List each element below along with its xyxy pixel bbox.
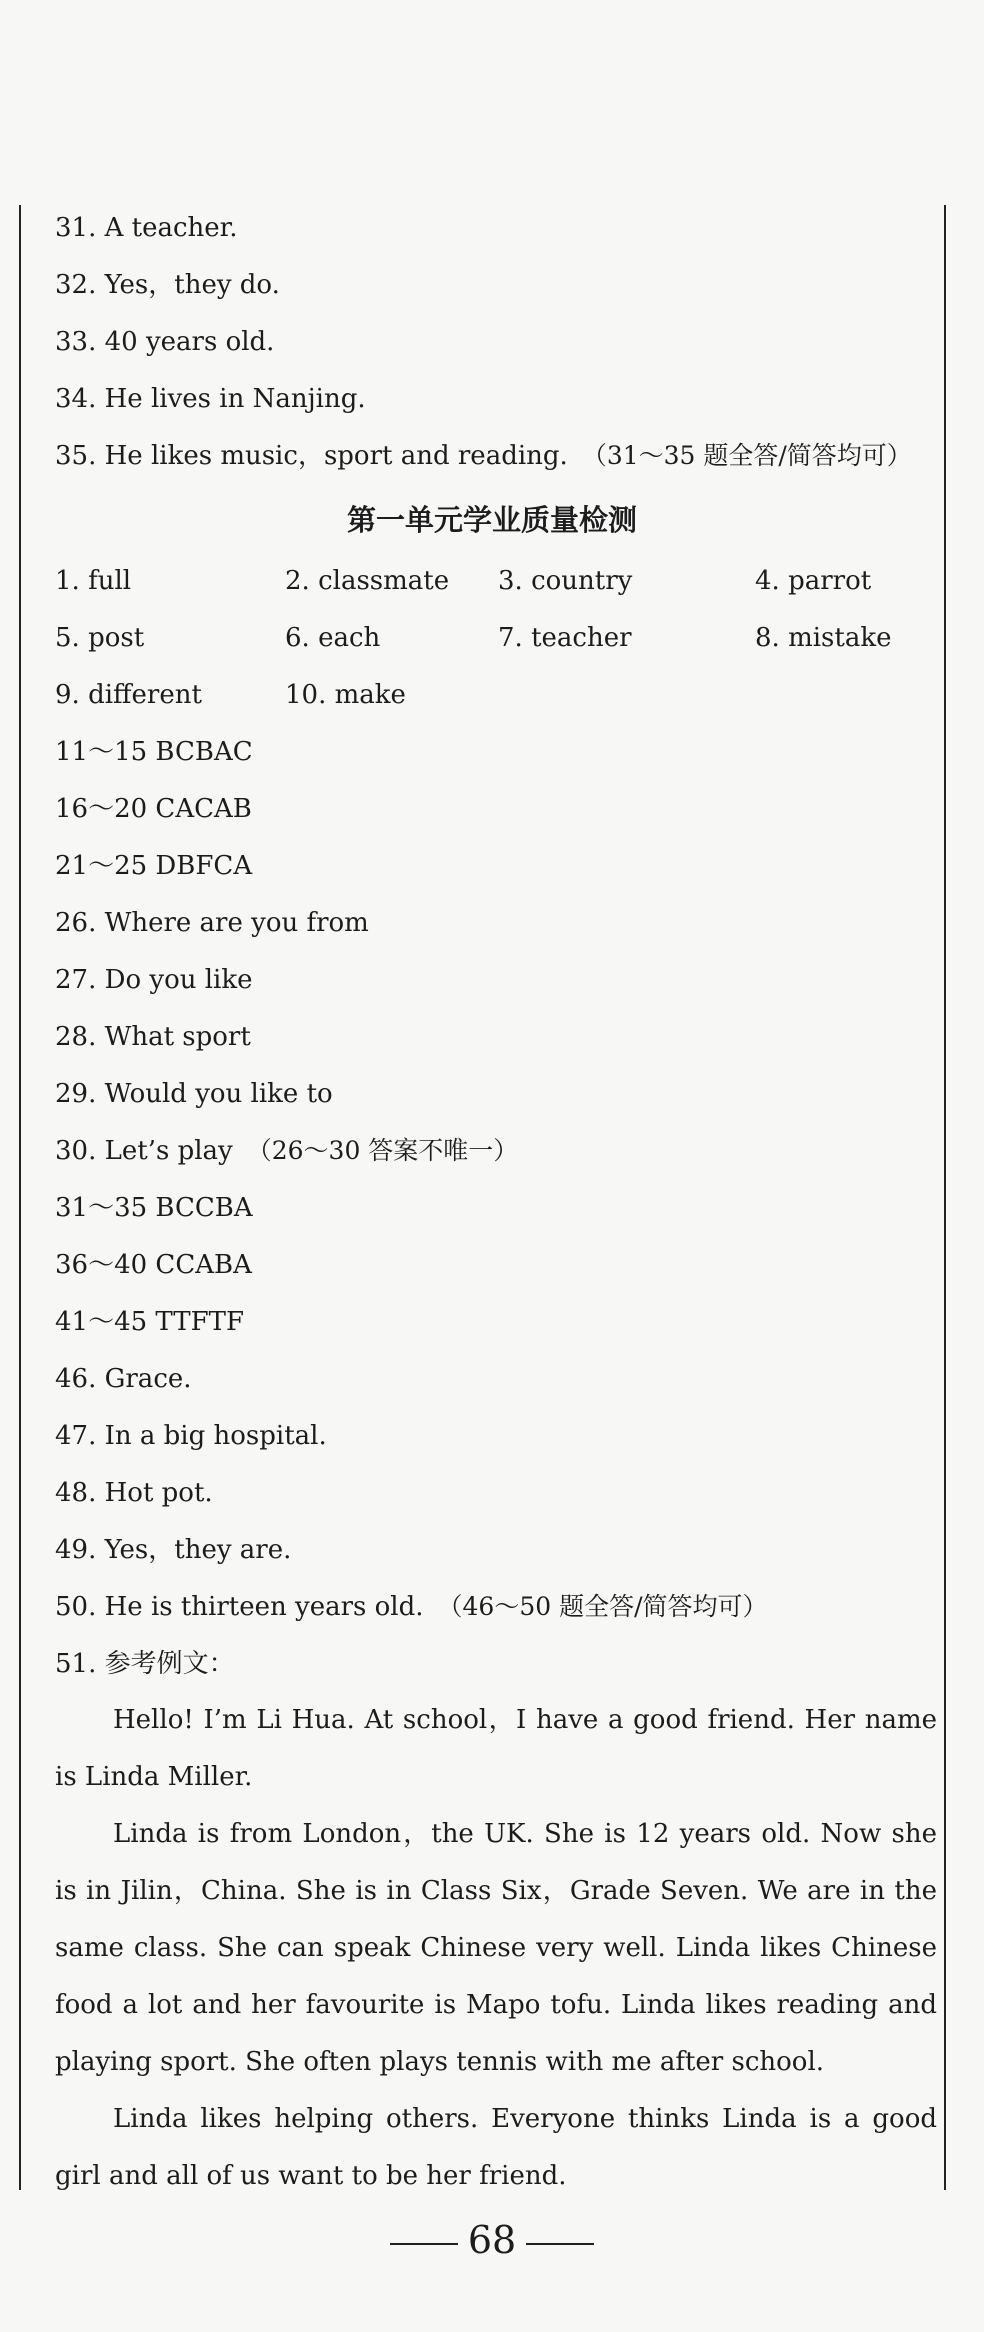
answer-line: 32. Yes，they do. — [55, 270, 280, 300]
answer-line: 31～35 BCCBA — [55, 1193, 253, 1223]
vocab-item: 8. mistake — [755, 623, 892, 653]
answer-note: （31～35 题全答/简答均可） — [581, 441, 912, 470]
answer-line: 46. Grace. — [55, 1364, 192, 1394]
answer-line — [55, 1591, 768, 1623]
page-number: 68 — [467, 2218, 517, 2262]
answer-text: 30. Let’s play — [55, 1136, 233, 1166]
answer-line: 34. He lives in Nanjing. — [55, 384, 366, 414]
answer-line: 41～45 TTFTF — [55, 1307, 245, 1337]
answer-note: （26～30 答案不唯一） — [246, 1136, 519, 1165]
answer-line: 29. Would you like to — [55, 1079, 333, 1109]
page-number-footer — [0, 2218, 984, 2262]
answer-line: 21～25 DBFCA — [55, 851, 253, 881]
essay-label: 51. 参考例文： — [55, 1649, 235, 1679]
answer-line: 16～20 CACAB — [55, 794, 252, 824]
vocab-item: 3. country — [498, 566, 633, 596]
answer-line: 47. In a big hospital. — [55, 1421, 327, 1451]
answer-text: 35. He likes music，sport and reading. — [55, 441, 568, 471]
vocab-item: 9. different — [55, 680, 202, 710]
answer-line: 31. A teacher. — [55, 213, 238, 243]
vocab-item: 6. each — [285, 623, 381, 653]
essay-paragraph: Linda is from London，the UK. She is 12 years old. Now she is in Jilin，China. She is in Class Six，Grade Seven. We are in the same class. She can speak Chinese very well. Linda likes Chinese food a lot and her favourite is Mapo tofu. Linda likes reading and playing sport. She often plays tennis with me after school. — [55, 1819, 937, 2077]
answer-line: 27. Do you like — [55, 965, 253, 995]
essay-paragraph: Hello! I’m Li Hua. At school，I have a good friend. Her name is Linda Miller. — [55, 1705, 937, 1792]
vocab-item: 1. full — [55, 566, 132, 596]
answer-line: 28. What sport — [55, 1022, 251, 1052]
footer-dash — [526, 2243, 594, 2245]
footer-dash — [390, 2243, 458, 2245]
vocab-item: 5. post — [55, 623, 145, 653]
section-title: 第一单元学业质量检测 — [346, 503, 637, 537]
answer-line — [55, 440, 912, 472]
answer-line: 36～40 CCABA — [55, 1250, 252, 1280]
answer-line — [55, 1135, 518, 1167]
answer-line: 49. Yes，they are. — [55, 1535, 292, 1565]
answer-line: 33. 40 years old. — [55, 327, 275, 357]
answer-line: 48. Hot pot. — [55, 1478, 213, 1508]
essay-paragraph: Linda likes helping others. Everyone thinks Linda is a good girl and all of us want to be her friend. — [55, 2104, 937, 2191]
answer-line: 26. Where are you from — [55, 908, 369, 938]
vocab-item: 2. classmate — [285, 566, 450, 596]
vocab-item: 10. make — [285, 680, 406, 710]
answer-text: 50. He is thirteen years old. — [55, 1592, 424, 1622]
answer-note: （46～50 题全答/简答均可） — [437, 1592, 768, 1621]
answer-line: 11～15 BCBAC — [55, 737, 253, 767]
vocab-item: 4. parrot — [755, 566, 872, 596]
vocab-item: 7. teacher — [498, 623, 632, 653]
